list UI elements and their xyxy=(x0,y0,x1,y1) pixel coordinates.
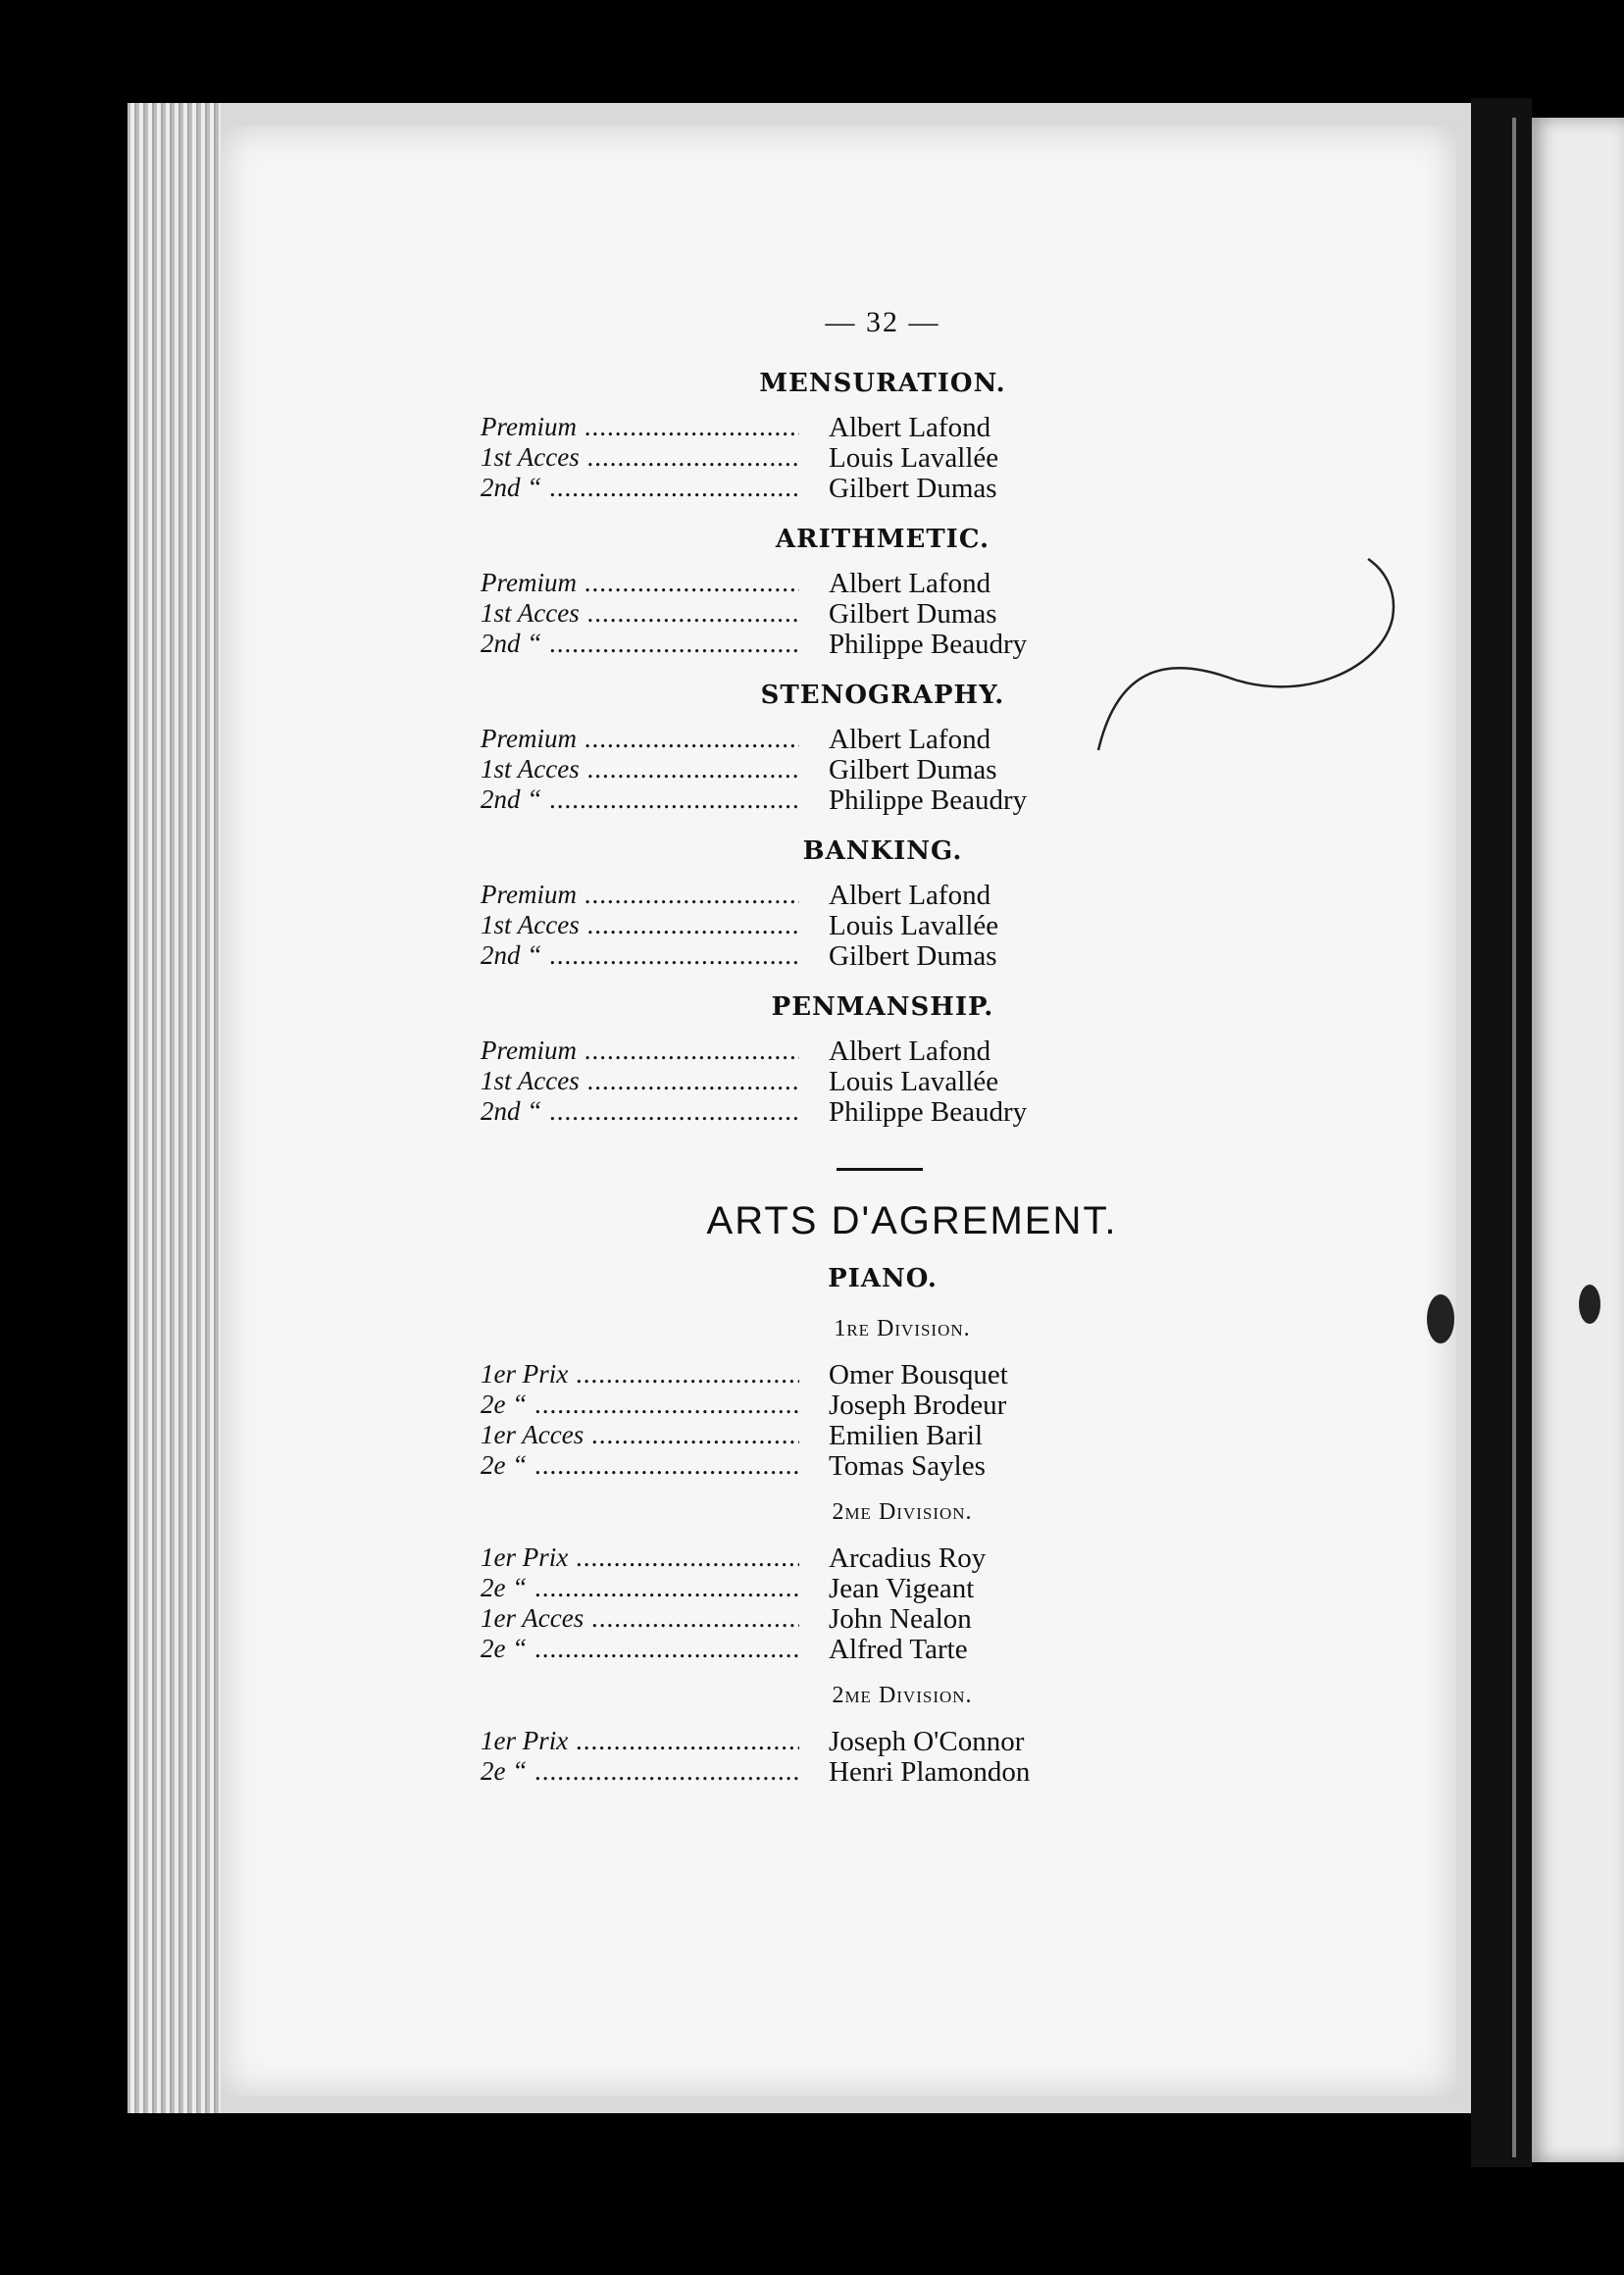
section-heading-mensuration: MENSURATION. xyxy=(759,369,1006,398)
award-label: 2nd “ ..... xyxy=(481,473,799,503)
result-row xyxy=(481,1096,1089,1128)
student-name: Gilbert Dumas xyxy=(829,473,997,504)
division-title: 2me Division. xyxy=(832,1683,973,1708)
student-name: Henri Plamondon xyxy=(829,1756,1031,1788)
result-row xyxy=(481,1756,1089,1788)
student-name: Louis Lavallée xyxy=(829,1066,999,1097)
section-heading-piano: PIANO. xyxy=(828,1264,938,1293)
student-name: Albert Lafond xyxy=(829,880,991,911)
award-label: 1st Acces ..... xyxy=(481,442,799,473)
result-row xyxy=(481,910,1089,941)
section-heading-penmanship: PENMANSHIP. xyxy=(771,992,994,1022)
result-row xyxy=(481,940,1089,972)
student-name: Louis Lavallée xyxy=(829,442,999,474)
award-label: Premium ..... xyxy=(481,568,799,598)
result-row xyxy=(481,629,1089,660)
student-name: Gilbert Dumas xyxy=(829,754,997,785)
student-name: Arcadius Roy xyxy=(829,1542,987,1574)
result-row xyxy=(481,1726,1089,1757)
result-row xyxy=(481,784,1089,816)
result-row xyxy=(481,1420,1089,1451)
result-row xyxy=(481,880,1089,911)
student-name: Albert Lafond xyxy=(829,724,991,755)
student-name: Tomas Sayles xyxy=(829,1450,986,1482)
division-title: 1re Division. xyxy=(834,1316,971,1341)
result-row xyxy=(481,1036,1089,1067)
page-number: — 32 — xyxy=(825,306,940,338)
award-label: 1er Acces ..... xyxy=(481,1420,799,1450)
section-heading-banking: BANKING. xyxy=(802,836,963,866)
award-label: 2e “ ..... xyxy=(481,1390,799,1420)
result-row xyxy=(481,1066,1089,1097)
result-row xyxy=(481,1390,1089,1421)
student-name: Emilien Baril xyxy=(829,1420,984,1451)
student-name: Omer Bousquet xyxy=(829,1359,1008,1390)
student-name: Joseph Brodeur xyxy=(829,1390,1007,1421)
result-row xyxy=(481,724,1089,755)
student-name: Philippe Beaudry xyxy=(829,784,1028,816)
student-name: Philippe Beaudry xyxy=(829,1096,1028,1128)
result-row xyxy=(481,1542,1089,1574)
award-label: Premium ..... xyxy=(481,1036,799,1066)
result-row xyxy=(481,568,1089,599)
student-name: Louis Lavallée xyxy=(829,910,999,941)
award-label: 2e “ ..... xyxy=(481,1756,799,1787)
award-label: 1er Prix ..... xyxy=(481,1359,799,1390)
arts-title: ARTS D'AGREMENT. xyxy=(706,1199,1118,1242)
result-row xyxy=(481,1573,1089,1604)
student-name: Gilbert Dumas xyxy=(829,598,997,630)
award-label: Premium ..... xyxy=(481,412,799,442)
award-label: 1er Prix ..... xyxy=(481,1726,799,1756)
result-row xyxy=(481,1603,1089,1635)
student-name: Albert Lafond xyxy=(829,412,991,443)
student-name: Gilbert Dumas xyxy=(829,940,997,972)
section-heading-stenography: STENOGRAPHY. xyxy=(760,681,1005,710)
result-row xyxy=(481,1450,1089,1482)
award-label: 1st Acces ..... xyxy=(481,754,799,784)
award-label: 2nd “ ..... xyxy=(481,784,799,815)
result-row xyxy=(481,442,1089,474)
award-label: 2e “ ..... xyxy=(481,1450,799,1481)
result-row xyxy=(481,473,1089,504)
award-label: 1st Acces ..... xyxy=(481,1066,799,1096)
result-row xyxy=(481,412,1089,443)
student-name: John Nealon xyxy=(829,1603,972,1635)
section-divider xyxy=(837,1168,923,1171)
award-label: 1st Acces ..... xyxy=(481,598,799,629)
award-label: 2nd “ ..... xyxy=(481,629,799,659)
award-label: 1st Acces ..... xyxy=(481,910,799,940)
award-label: 1er Prix ..... xyxy=(481,1542,799,1573)
result-row xyxy=(481,1359,1089,1390)
student-name: Alfred Tarte xyxy=(829,1634,968,1665)
student-name: Albert Lafond xyxy=(829,568,991,599)
section-heading-arithmetic: ARITHMETIC. xyxy=(775,525,990,554)
award-label: Premium ..... xyxy=(481,724,799,754)
student-name: Philippe Beaudry xyxy=(829,629,1028,660)
award-label: 2nd “ ..... xyxy=(481,1096,799,1127)
award-label: Premium ..... xyxy=(481,880,799,910)
student-name: Jean Vigeant xyxy=(829,1573,975,1604)
award-label: 2e “ ..... xyxy=(481,1634,799,1664)
result-row xyxy=(481,598,1089,630)
result-row xyxy=(481,754,1089,785)
student-name: Joseph O'Connor xyxy=(829,1726,1025,1757)
award-label: 1er Acces ..... xyxy=(481,1603,799,1634)
division-title: 2me Division. xyxy=(832,1499,973,1525)
award-label: 2e “ ..... xyxy=(481,1573,799,1603)
award-label: 2nd “ ..... xyxy=(481,940,799,971)
student-name: Albert Lafond xyxy=(829,1036,991,1067)
result-row xyxy=(481,1634,1089,1665)
